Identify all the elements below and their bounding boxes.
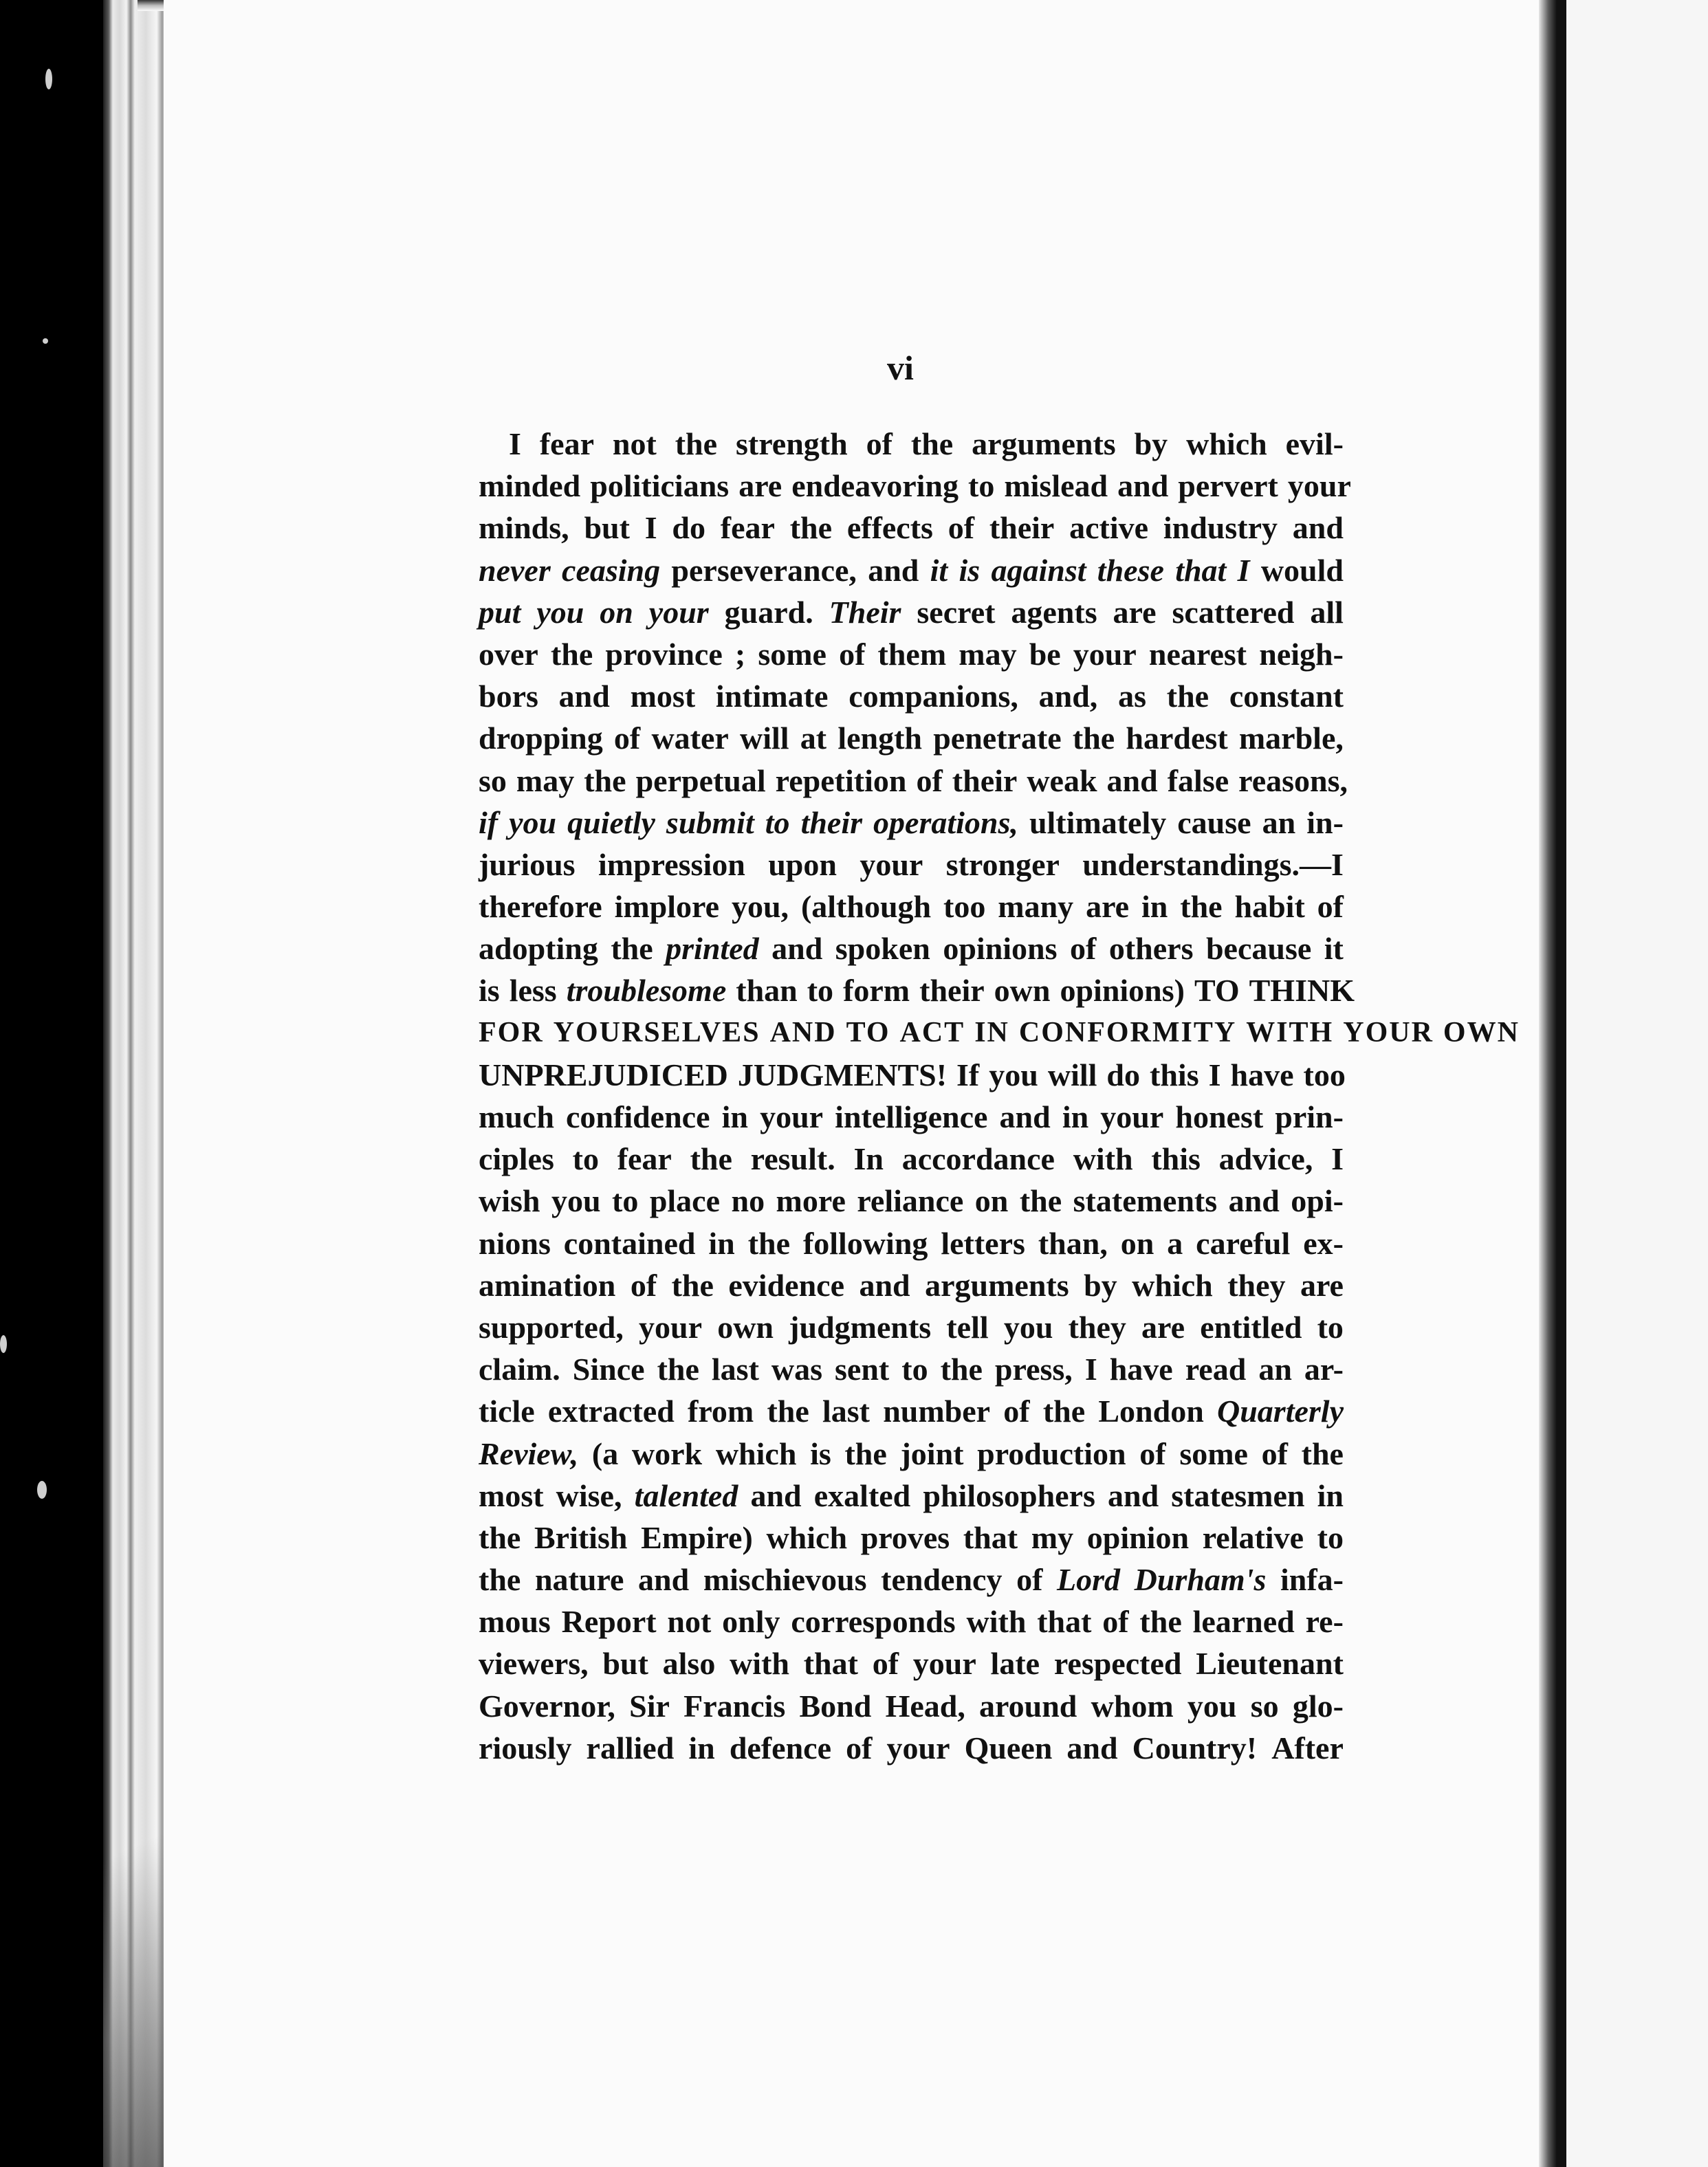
text-line: if you quietly submit to their operations, ultimately cause an in- [479,804,1344,840]
text-line: wish you to place no more reliance on the statements and opi- [479,1183,1344,1219]
text-line: bors and most intimate companions, and, as the constant [479,679,1344,714]
text-line: ciples to fear the result. In accordance with this advice, I [479,1141,1344,1177]
text-line: ticle extracted from the last number of the London Quarterly [479,1394,1344,1429]
book-page-edges [103,0,168,2167]
text-line: so may the perpetual repetition of their weak and false reasons, [479,762,1348,798]
text-line: therefore implore you, (although too many are in the habit of [479,889,1344,925]
facing-page-edge [1566,0,1708,2167]
scan-speck [43,338,48,344]
text-line: FOR YOURSELVES AND TO ACT IN CONFORMITY WITH YOUR OWN [479,1016,1520,1048]
scan-speck [0,1335,7,1353]
text-line: minded politicians are endeavoring to mislead and pervert your [479,468,1351,504]
page-number: vi [887,349,914,387]
text-line: supported, your own judgments tell you they are entitled to [479,1309,1344,1345]
body-text [479,423,1520,1769]
text-line: the British Empire) which proves that my opinion relative to [479,1519,1344,1555]
text-line: is less troublesome than to form their own opinions) TO THINK [479,973,1355,1009]
text-line: minds, but I do fear the effects of their active industry and [479,510,1344,546]
text-line: riously rallied in defence of your Queen and Country! After [479,1730,1344,1766]
text-line: viewers, but also with that of your late respected Lieutenant [479,1646,1344,1682]
text-line: adopting the printed and spoken opinions of others because it [479,931,1344,967]
text-line: Review, (a work which is the joint production of some of the [479,1436,1344,1471]
text-line: I fear not the strength of the arguments by which evil- [509,426,1344,461]
text-line: much confidence in your intelligence and in your honest prin- [479,1099,1344,1134]
text-line: put you on your guard. Their secret agents are scattered all [479,594,1344,630]
text-line: never ceasing perseverance, and it is against these that I would [479,552,1344,588]
text-line: UNPREJUDICED JUDGMENTS! If you will do this I have too [479,1057,1346,1092]
text-line: most wise, talented and exalted philosophers and statesmen in [479,1477,1344,1513]
text-line: jurious impression upon your stronger understandings.—I [479,846,1344,882]
scan-speck [45,69,52,89]
text-line: over the province ; some of them may be your nearest neigh- [479,636,1344,672]
text-line: Governor, Sir Francis Bond Head, around whom you so glo- [479,1688,1344,1724]
text-line: dropping of water will at length penetrate the hardest marble, [479,720,1344,756]
scan-speck [37,1481,47,1499]
text-line: claim. Since the last was sent to the press, I have read an ar- [479,1352,1344,1387]
text-line: mous Report not only corresponds with that of the learned re- [479,1604,1344,1640]
text-line: the nature and mischievous tendency of Lord Durham's infa- [479,1562,1344,1598]
text-line: nions contained in the following letters than, on a careful ex- [479,1225,1344,1261]
text-line: amination of the evidence and arguments by which they are [479,1267,1344,1303]
book-gutter [1539,0,1566,2167]
